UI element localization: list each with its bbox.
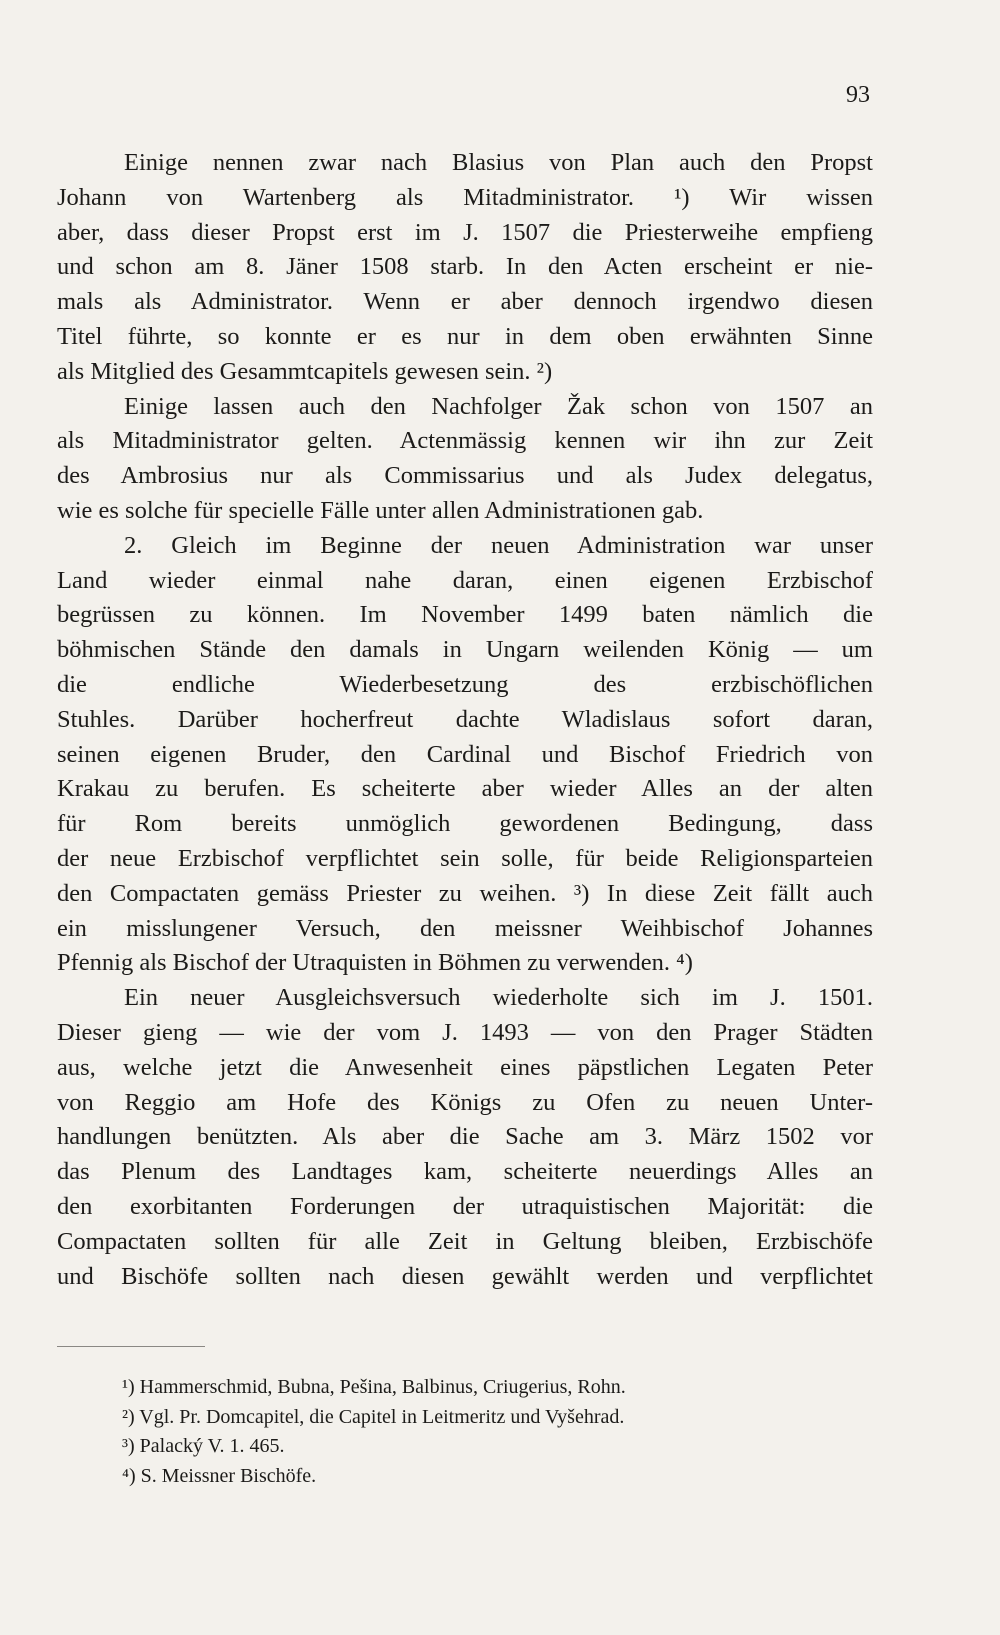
text-line: das Plenum des Landtages kam, scheiterte neuerdings Alles an <box>57 1158 873 1186</box>
text-line: Johann von Wartenberg als Mitadministrator. ¹) Wir wissen <box>57 183 873 211</box>
text-line: böhmischen Stände den damals in Ungarn weilenden König — um <box>57 636 873 664</box>
text-line: Stuhles. Darüber hocherfreut dachte Wladislaus sofort daran, <box>57 705 873 733</box>
text-line: ein misslungener Versuch, den meissner Weihbischof Johannes <box>57 914 873 942</box>
footnote-divider <box>57 1346 205 1347</box>
body-text <box>57 146 873 1294</box>
text-line: aber, dass dieser Propst erst im J. 1507 die Priesterweihe empfieng <box>57 218 873 246</box>
text-line: den Compactaten gemäss Priester zu weihen. ³) In diese Zeit fällt auch <box>57 879 873 907</box>
text-line: für Rom bereits unmöglich gewordenen Bedingung, dass <box>57 810 873 838</box>
text-line: und schon am 8. Jäner 1508 starb. In den Acten erscheint er nie- <box>57 253 873 281</box>
text-line: Pfennig als Bischof der Utraquisten in Böhmen zu verwenden. ⁴) <box>57 949 693 977</box>
text-line: Einige nennen zwar nach Blasius von Plan auch den Propst <box>124 149 873 176</box>
footnote: ¹) Hammerschmid, Bubna, Pešina, Balbinus, Criugerius, Rohn. <box>122 1376 626 1398</box>
text-line: Einige lassen auch den Nachfolger Žak schon von 1507 an <box>124 392 873 420</box>
text-line: und Bischöfe sollten nach diesen gewählt werden und verpflichtet <box>57 1262 873 1290</box>
text-line: Compactaten sollten für alle Zeit in Geltung bleiben, Erzbischöfe <box>57 1227 873 1255</box>
text-line: Ein neuer Ausgleichsversuch wiederholte sich im J. 1501. <box>124 984 873 1012</box>
text-line: von Reggio am Hofe des Königs zu Ofen zu neuen Unter- <box>57 1088 873 1116</box>
text-line: Titel führte, so konnte er es nur in dem oben erwähnten Sinne <box>57 322 873 350</box>
footnote: ⁴) S. Meissner Bischöfe. <box>122 1464 317 1487</box>
page-number: 93 <box>846 82 870 108</box>
text-line: mals als Administrator. Wenn er aber dennoch irgendwo diesen <box>57 288 873 316</box>
text-line: wie es solche für specielle Fälle unter allen Administrationen gab. <box>57 496 704 524</box>
text-line: die endliche Wiederbesetzung des erzbischöflichen <box>57 670 873 698</box>
text-line: begrüssen zu können. Im November 1499 baten nämlich die <box>57 601 873 629</box>
text-line: des Ambrosius nur als Commissarius und als Judex delegatus, <box>57 462 873 490</box>
text-line: handlungen benützten. Als aber die Sache am 3. März 1502 vor <box>57 1123 873 1151</box>
text-line: den exorbitanten Forderungen der utraquistischen Majorität: die <box>57 1192 873 1220</box>
text-line: seinen eigenen Bruder, den Cardinal und Bischof Friedrich von <box>57 740 873 768</box>
footnote: ²) Vgl. Pr. Domcapitel, die Capitel in Leitmeritz und Vyšehrad. <box>122 1405 625 1428</box>
text-line: der neue Erzbischof verpflichtet sein solle, für beide Religionsparteien <box>57 844 873 872</box>
text-line: aus, welche jetzt die Anwesenheit eines päpstlichen Legaten Peter <box>57 1053 873 1081</box>
text-line: Land wieder einmal nahe daran, einen eigenen Erzbischof <box>57 566 873 594</box>
text-line: Dieser gieng — wie der vom J. 1493 — von den Prager Städten <box>57 1018 873 1046</box>
text-line: als Mitadministrator gelten. Actenmässig kennen wir ihn zur Zeit <box>57 427 873 455</box>
footnote: ³) Palacký V. 1. 465. <box>122 1435 285 1457</box>
footnotes <box>122 1373 626 1491</box>
text-line: Krakau zu berufen. Es scheiterte aber wieder Alles an der alten <box>57 775 873 803</box>
text-line: 2. Gleich im Beginne der neuen Administration war unser <box>124 531 873 559</box>
text-line: als Mitglied des Gesammtcapitels gewesen sein. ²) <box>57 357 553 385</box>
